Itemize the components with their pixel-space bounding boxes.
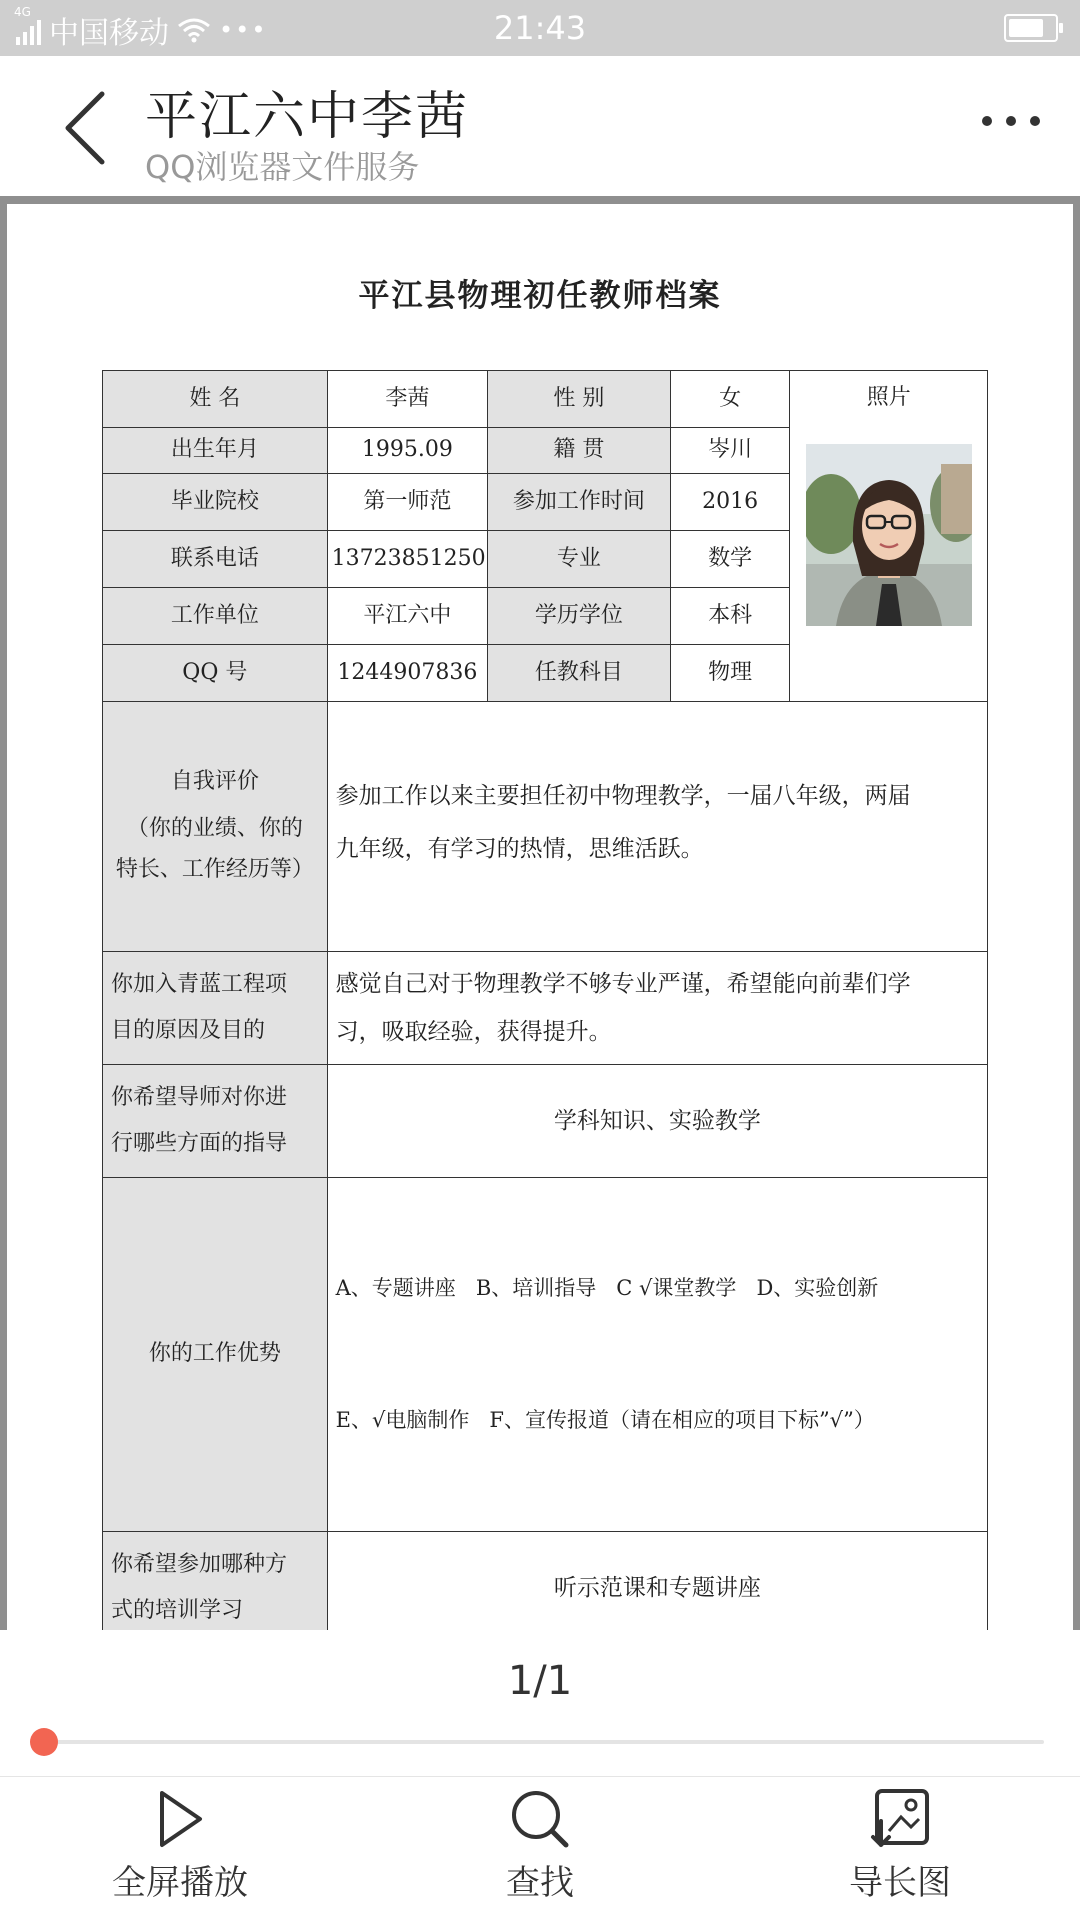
join-reason-label xyxy=(103,952,328,1065)
gender-value: 女 xyxy=(670,371,790,428)
strengths-line: E、√电脑制作 F、宣传报道（请在相应的项目下标”√”） xyxy=(335,1408,875,1433)
play-icon xyxy=(150,1787,210,1851)
progress-thumb[interactable] xyxy=(30,1728,58,1756)
document-page xyxy=(7,204,1073,1630)
table-row xyxy=(103,1531,988,1644)
birth-label: 出生年月 xyxy=(103,428,328,474)
photo-label: 照片 xyxy=(866,385,911,410)
table-row xyxy=(103,1065,988,1178)
join-reason-line: 习，吸取经验，获得提升。 xyxy=(335,1019,612,1045)
export-label: 导长图 xyxy=(849,1863,951,1903)
hometown-value: 岑川 xyxy=(670,428,790,474)
degree-value: 本科 xyxy=(670,588,790,645)
back-arrow-icon[interactable] xyxy=(58,88,118,168)
guidance-label xyxy=(103,1065,328,1178)
table-row xyxy=(103,1178,988,1532)
work-start-label: 参加工作时间 xyxy=(488,474,671,531)
export-long-image-button[interactable] xyxy=(790,1787,1010,1904)
qq-value: 1244907836 xyxy=(327,645,487,702)
status-bar xyxy=(0,0,1080,56)
teacher-profile-table xyxy=(102,370,988,1767)
fullscreen-button[interactable] xyxy=(70,1787,290,1904)
page-subtitle: QQ浏览器文件服务 xyxy=(145,148,420,186)
page-indicator: 1/1 xyxy=(507,1658,573,1704)
employer-label: 工作单位 xyxy=(103,588,328,645)
qq-label: QQ 号 xyxy=(103,645,328,702)
strengths-label: 你的工作优势 xyxy=(103,1178,328,1532)
birth-value: 1995.09 xyxy=(327,428,487,474)
long-image-icon xyxy=(867,1787,933,1851)
self-eval-label xyxy=(103,702,328,952)
status-time: 21:43 xyxy=(493,9,587,47)
table-row xyxy=(103,702,988,952)
work-start-value: 2016 xyxy=(670,474,790,531)
search-label: 查找 xyxy=(506,1863,574,1903)
strengths-value xyxy=(327,1178,987,1532)
page-title: 平江六中李茜 xyxy=(145,87,470,147)
self-eval-label-line: 特长、工作经历等） xyxy=(115,856,314,882)
employer-value: 平江六中 xyxy=(327,588,487,645)
carrier-name: 中国移动 xyxy=(49,16,169,51)
photo-cell xyxy=(790,371,988,702)
self-eval-line: 九年级，有学习的热情，思维活跃。 xyxy=(335,835,704,862)
phone-value: 13723851250 xyxy=(327,531,487,588)
training-value: 听示范课和专题讲座 xyxy=(327,1531,987,1644)
name-value: 李茜 xyxy=(327,371,487,428)
training-label-line: 式的培训学习 xyxy=(111,1597,244,1623)
degree-label: 学历学位 xyxy=(488,588,671,645)
document-viewer[interactable] xyxy=(0,196,1080,1630)
more-options-icon[interactable] xyxy=(982,116,1040,126)
portrait-photo xyxy=(806,444,972,626)
join-reason-line: 感觉自己对于物理教学不够专业严谨，希望能向前辈们学 xyxy=(335,970,911,997)
guidance-label-line: 你希望导师对你进 xyxy=(111,1084,288,1110)
join-reason-value xyxy=(327,952,987,1065)
phone-label: 联系电话 xyxy=(103,531,328,588)
self-eval-value xyxy=(327,702,987,952)
app-header xyxy=(0,56,1080,196)
hometown-label: 籍 贯 xyxy=(488,428,671,474)
school-value: 第一师范 xyxy=(327,474,487,531)
name-label: 姓 名 xyxy=(103,371,328,428)
training-label-line: 你希望参加哪种方 xyxy=(111,1551,288,1577)
join-reason-label-line: 目的原因及目的 xyxy=(111,1018,266,1043)
join-reason-label-line: 你加入青蓝工程项 xyxy=(111,971,288,997)
major-label: 专业 xyxy=(488,531,671,588)
table-row xyxy=(103,371,988,428)
notification-dots: ••• xyxy=(219,16,268,44)
self-eval-label-line: （你的业绩、你的 xyxy=(126,816,303,842)
table-row xyxy=(103,952,988,1065)
page-progress-slider[interactable] xyxy=(44,1740,1044,1744)
subject-label: 任教科目 xyxy=(488,645,671,702)
search-icon xyxy=(508,1787,572,1851)
fullscreen-label: 全屏播放 xyxy=(112,1863,248,1903)
pager xyxy=(0,1630,1080,1776)
bottom-toolbar xyxy=(0,1776,1080,1921)
search-button[interactable] xyxy=(430,1787,650,1904)
gender-label: 性 别 xyxy=(488,371,671,428)
network-type: 4G xyxy=(14,5,31,19)
self-eval-label-line: 自我评价 xyxy=(170,769,259,795)
school-label: 毕业院校 xyxy=(103,474,328,531)
guidance-label-line: 行哪些方面的指导 xyxy=(111,1131,288,1156)
strengths-line: A、专题讲座 B、培训指导 C √课堂教学 D、实验创新 xyxy=(335,1276,879,1301)
document-title: 平江县物理初任教师档案 xyxy=(358,278,722,314)
battery-icon xyxy=(1004,14,1058,42)
self-eval-line: 参加工作以来主要担任初中物理教学，一届八年级，两届 xyxy=(335,783,911,809)
training-label xyxy=(103,1531,328,1644)
subject-value: 物理 xyxy=(670,645,790,702)
guidance-value: 学科知识、实验教学 xyxy=(327,1065,987,1178)
major-value: 数学 xyxy=(670,531,790,588)
